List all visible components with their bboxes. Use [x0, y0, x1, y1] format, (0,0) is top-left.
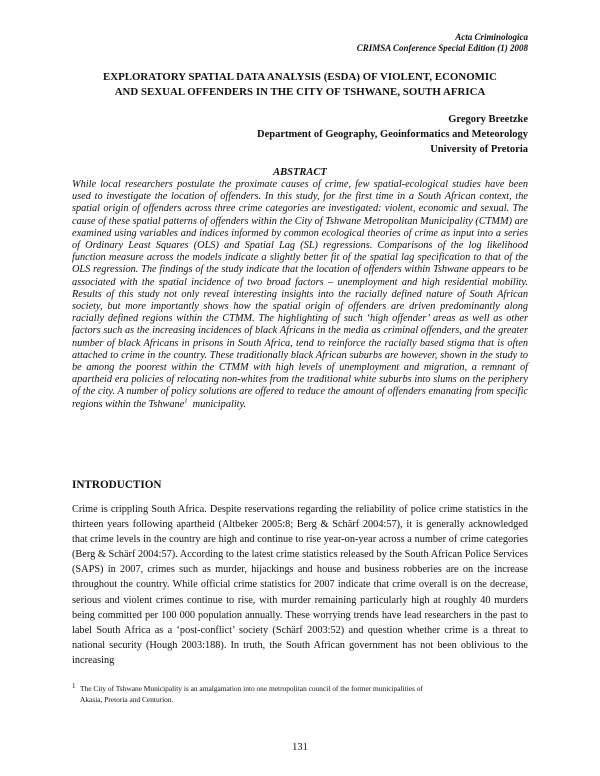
paper-title-line-2: AND SEXUAL OFFENDERS IN THE CITY OF TSHWANE, SOUTH AFRICA — [114, 86, 486, 98]
footnote-line-1: The City of Tshwane Municipality is an amalgamation into one metropolitan council of the former municipalities of — [80, 684, 423, 693]
author-department: Department of Geography, Geoinformatics and Meteorology — [256, 129, 528, 140]
introduction-text: Crime is crippling South Africa. Despite reservations regarding the reliability of police crime statistics in the thirteen years following apartheid (Altbeker 2005:8; Berg & Schärf 2004:57), it is generally acknowledged that crime levels in the country are high and continue to rise year-on-year across a number of crime categories (Berg & Schärf 2004:57). According to the latest crime statistics released by the South African Police Services (SAPS) in 2007, crimes such as murder, hijackings and house and business robberies are on the increase throughout the country. While official crime statistics for 2007 indicate that crime overall is on the decrease, serious and violent crimes continue to rise, with murder remaining particularly high at roughly 40 murders being committed per 100 000 population annually. These worrying trends have lead researchers in the past to label South Africa as a ‘post-conflict’ society (Schärf 2003:52) and question whether crime is a threat to national security (Hough 2003:188). In truth, the South African government has not been oblivious to the increasing — [72, 504, 528, 666]
journal-edition: CRIMSA Conference Special Edition (1) 2008 — [356, 43, 528, 53]
footnote-line-2: Akasia, Pretoria and Centurion. — [80, 695, 174, 704]
abstract-heading: ABSTRACT — [273, 167, 327, 178]
author-name: Gregory Breetzke — [448, 114, 528, 125]
introduction-heading: INTRODUCTION — [72, 479, 162, 491]
abstract-body: While local researchers postulate the proximate causes of crime, few spatial-ecological studies have been used to investigate the location of offenders. In this study, for the first time in a South African context, the spatial origin of offenders across three crime categories are investigated: violent, economic and sexual. The cause of these spatial patterns of offenders within the City of Tshwane Metropolitan Municipality (CTMM) are examined using variables and indices informed by common ecological theories of crime as input into a series of Ordinary Least Squares (OLS) and Spatial Lag (SL) regressions. Comparisons of the log likelihood function measure across the models indicate a slightly better fit of the spatial lag specification to that of the OLS regression. The findings of the study indicate that the location of offenders within Tshwane appears to be associated with the spatial incidence of two broad factors – unemployment and high residential mobility. Results of this study not only reveal interesting insights into the racially defined nature of South African society, but more importantly shows how the spatial origin of offenders are driven predominantly along racially defined regions within the CTMM. The highlighting of such ‘high offender’ areas as well as other factors such as the increasing incidences of black Africans in the media as criminal offenders, and the greater number of black Africans in prisons in South Africa, tend to reinforce the racially based stigma that is often attached to crime in the country. These traditionally black African suburbs are however, shown in the study to be among the poorest within the CTMM with high levels of unemployment and migration, a remnant of apartheid era policies of relocating non-whites from the traditional white suburbs into slums on the periphery of the city. A number of policy solutions are offered to reduce the amount of offenders emanating from specific regions within the Tshwane — [72, 179, 528, 410]
paper-title-line-1: EXPLORATORY SPATIAL DATA ANALYSIS (ESDA) OF VIOLENT, ECONOMIC — [102, 71, 498, 83]
footnote — [72, 683, 528, 705]
author-institution: University of Pretoria — [430, 144, 528, 155]
page-number: 131 — [292, 742, 308, 753]
journal-name: Acta Criminologica — [455, 32, 528, 42]
paper-title — [72, 70, 528, 100]
footnote-reference[interactable]: 1 — [184, 397, 188, 405]
footnote-mark: 1 — [72, 682, 76, 690]
abstract-text — [72, 179, 528, 411]
abstract-tail: municipality. — [192, 398, 247, 410]
